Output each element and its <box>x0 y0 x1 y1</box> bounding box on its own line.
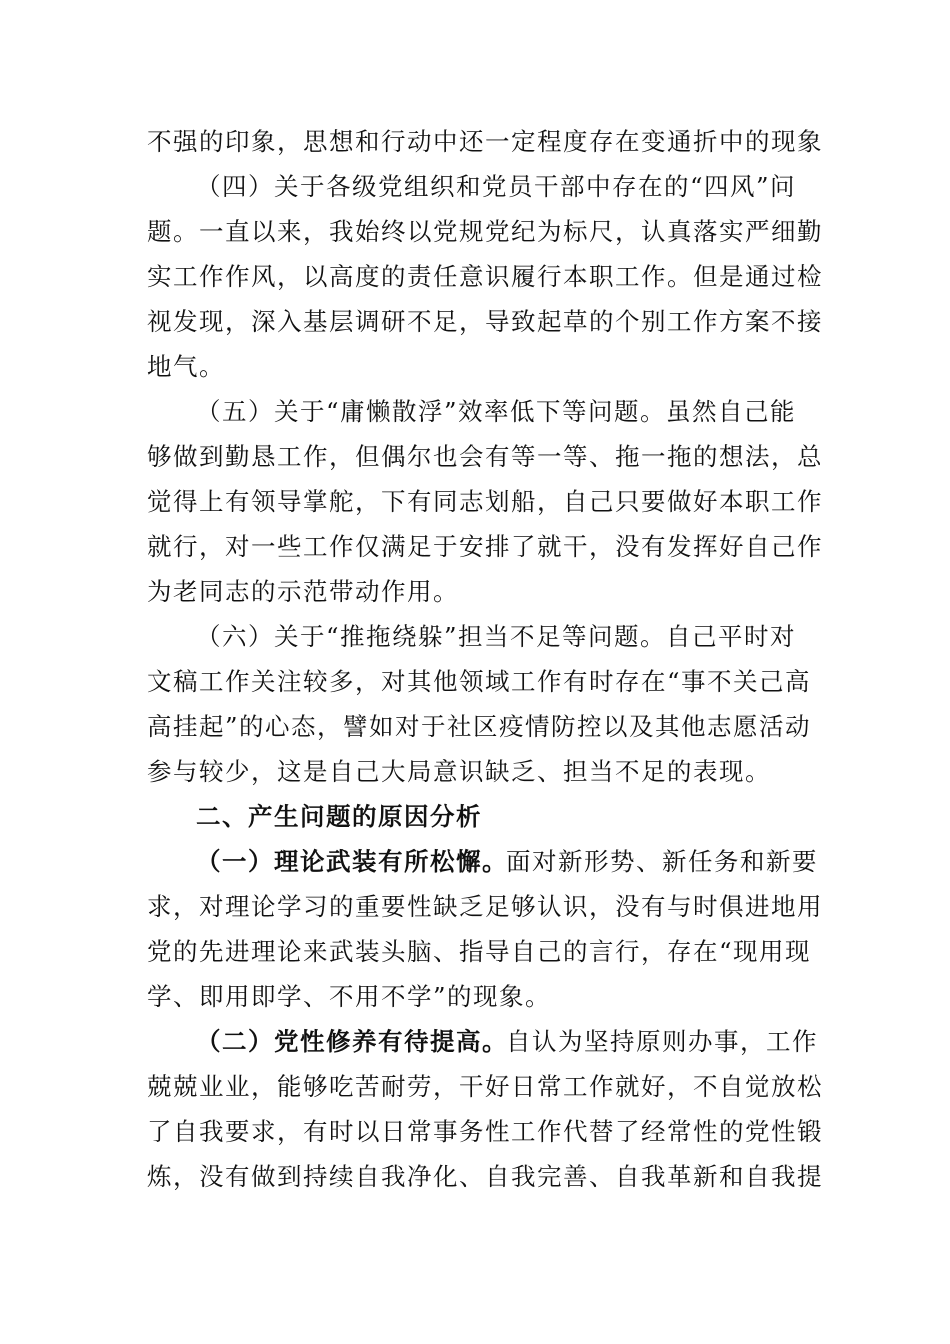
text-line: 文稿工作关注较多，对其他领域工作有时存在“事不关己高 <box>147 667 812 696</box>
section-heading-6: （六）关于“推拖绕躲”担当不足等问题。自己平时对 <box>196 622 797 651</box>
text-line: 参与较少，这是自己大局意识缺乏、担当不足的表现。 <box>147 757 771 786</box>
text-line: 就行，对一些工作仅满足于安排了就干，没有发挥好自己作 <box>147 532 823 561</box>
text-line: 党的先进理论来武装头脑、指导自己的言行，存在“现用现 <box>147 937 812 966</box>
chapter-heading-2: 二、产生问题的原因分析 <box>196 802 482 831</box>
text-line: 不强的印象，思想和行动中还一定程度存在变通折中的现象 <box>147 127 823 156</box>
text-line: 自认为坚持原则办事，工作 <box>506 1027 818 1056</box>
text-line: 求，对理论学习的重要性缺乏足够认识，没有与时俱进地用 <box>147 892 823 921</box>
text-line: 面对新形势、新任务和新要 <box>506 847 818 876</box>
text-line: 学、即用即学、不用不学”的现象。 <box>147 982 552 1011</box>
text-line: 兢兢业业，能够吃苦耐劳，干好日常工作就好，不自觉放松 <box>147 1072 823 1101</box>
section-heading-5: （五）关于“庸懒散浮”效率低下等问题。虽然自己能 <box>196 397 797 426</box>
text-line: 为老同志的示范带动作用。 <box>147 577 459 606</box>
text-line: 题。一直以来，我始终以党规党纪为标尺，认真落实严细勤 <box>147 217 823 246</box>
text-line: 炼，没有做到持续自我净化、自我完善、自我革新和自我提 <box>147 1162 823 1191</box>
section-heading-4: （四）关于各级党组织和党员干部中存在的“四风”问 <box>196 172 797 201</box>
text-line: 了自我要求，有时以日常事务性工作代替了经常性的党性锻 <box>147 1117 823 1146</box>
text-line: 觉得上有领导掌舵，下有同志划船，自己只要做好本职工作 <box>147 487 823 516</box>
text-line: 实工作作风，以高度的责任意识履行本职工作。但是通过检 <box>147 262 823 291</box>
text-line: 够做到勤恳工作，但偶尔也会有等一等、拖一拖的想法，总 <box>147 442 823 471</box>
text-line: 高挂起”的心态，譬如对于社区疫情防控以及其他志愿活动 <box>147 712 812 741</box>
text-line: 地气。 <box>147 352 225 381</box>
subsection-heading-1: （一）理论武装有所松懈。 <box>196 847 508 876</box>
text-line: 视发现，深入基层调研不足，导致起草的个别工作方案不接 <box>147 307 823 336</box>
subsection-heading-2: （二）党性修养有待提高。 <box>196 1027 508 1056</box>
